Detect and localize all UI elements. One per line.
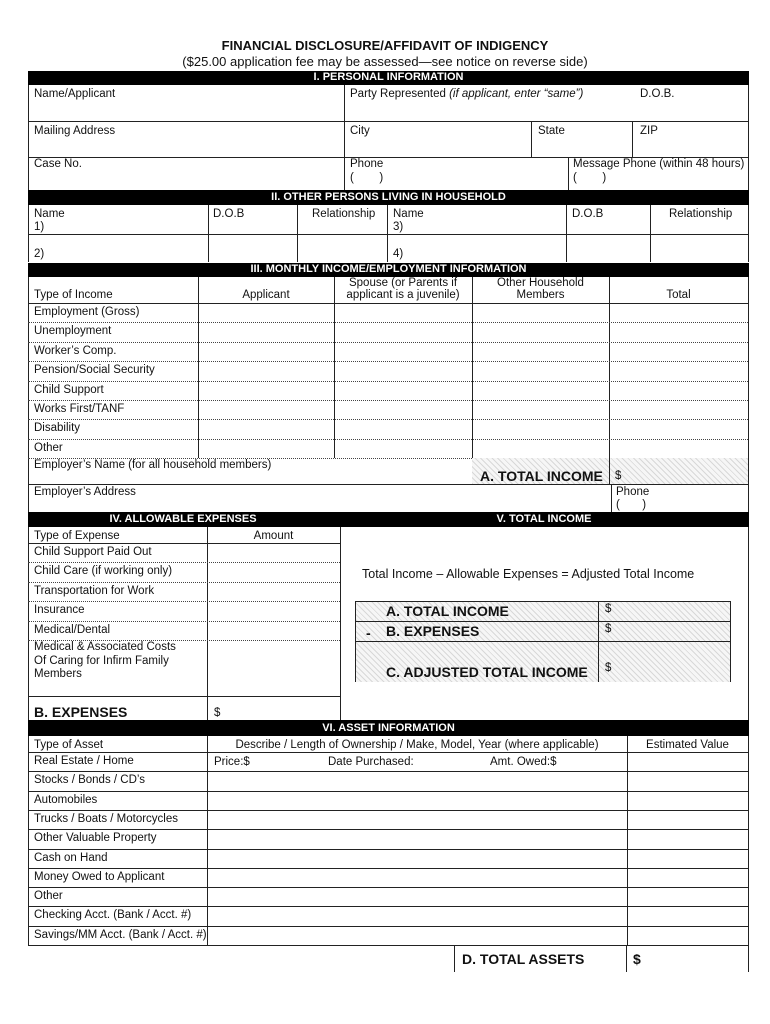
household-person-4[interactable]: 4) [393,248,404,260]
expense-row-divider [28,621,340,622]
income-col-applicant: Applicant [242,289,290,301]
income-col-spouse: Spouse (or Parents if applicant is a juvenile) [346,277,460,301]
applicant-dob-field[interactable]: D.O.B. [640,88,675,100]
total-assets-d-label: D. TOTAL ASSETS [462,951,585,967]
expense-row-divider [28,562,340,563]
message-phone-field[interactable]: Message Phone (within 48 hours) [573,158,745,170]
expense-row-label[interactable]: Child Care (if working only) [34,565,173,578]
name-applicant-field[interactable]: Name/Applicant [34,88,116,100]
form-title: FINANCIAL DISCLOSURE/AFFIDAVIT OF INDIGENCY [221,38,549,53]
real-estate-price[interactable]: Price:$ [214,756,250,768]
expense-row-label[interactable]: Transportation for Work [34,584,155,597]
summary-c-dollar[interactable]: $ [605,662,612,674]
asset-row-label[interactable]: Other [34,890,63,903]
total-income-a-dollar[interactable]: $ [615,470,622,482]
form-subtitle: ($25.00 application fee may be assessed—see notice on reverse side) [182,54,588,69]
household-name-header-right: Name [393,208,424,220]
income-row-divider [28,419,748,420]
income-row-label[interactable]: Other [34,441,63,454]
summary-c-adjusted-total: C. ADJUSTED TOTAL INCOME [386,664,588,680]
income-row-divider [28,361,748,362]
asset-col-value: Estimated Value [646,739,729,751]
case-number-field[interactable]: Case No. [34,158,82,170]
expense-medical-associated[interactable]: Medical & Associated Costs Of Caring for Infirm Family Members [34,641,176,680]
asset-row-divider [28,849,748,850]
asset-row-divider [28,926,748,927]
asset-row-label[interactable]: Other Valuable Property [34,832,157,845]
income-col-other-members: Other Household Members [497,277,584,301]
household-dob-header-right: D.O.B [572,208,604,220]
asset-row-label[interactable]: Cash on Hand [34,851,108,864]
asset-row-divider [28,791,748,792]
section-expenses-heading: IV. ALLOWABLE EXPENSES [109,513,257,525]
adjusted-income-formula: Total Income – Allowable Expenses = Adjusted Total Income [362,567,695,581]
expenses-b-dollar[interactable]: $ [214,707,221,719]
section-household-heading: II. OTHER PERSONS LIVING IN HOUSEHOLD [28,190,749,205]
income-row-label[interactable]: Employment (Gross) [34,306,140,318]
zip-field[interactable]: ZIP [640,125,658,137]
asset-col-type: Type of Asset [34,739,104,751]
income-row-label[interactable]: Unemployment [34,325,112,338]
asset-row-label[interactable]: Savings/MM Acct. (Bank / Acct. #) [34,928,207,941]
real-estate-date-purchased[interactable]: Date Purchased: [328,756,414,768]
city-field[interactable]: City [350,125,370,137]
employer-address-field[interactable]: Employer’s Address [34,486,136,498]
income-row-divider [28,381,748,382]
household-dob-header-left: D.O.B [213,208,245,220]
income-row-divider [28,439,748,440]
household-person-1[interactable]: 1) [34,221,45,233]
summary-a-dollar[interactable]: $ [605,603,612,615]
income-row-divider [28,342,748,343]
asset-col-describe: Describe / Length of Ownership / Make, Model, Year (where applicable) [235,739,599,751]
expense-row-label[interactable]: Medical/Dental [34,623,111,636]
asset-row-divider [28,771,748,772]
income-col-type: Type of Income [34,289,113,301]
section-assets-heading: VI. ASSET INFORMATION [28,720,749,736]
household-person-3[interactable]: 3) [393,221,404,233]
income-col-total: Total [666,289,691,301]
phone-area-code: ( ) [350,172,384,184]
income-row-label[interactable]: Disability [34,422,81,435]
section-personal-heading: I. PERSONAL INFORMATION [28,71,749,85]
income-row-label[interactable]: Works First/TANF [34,403,125,415]
expense-row-label[interactable]: Insurance [34,604,85,617]
income-row-divider [28,322,748,323]
section-total-income-heading: V. TOTAL INCOME [496,513,592,525]
expense-row-divider [28,601,340,602]
expense-row-label[interactable]: Child Support Paid Out [34,546,152,558]
phone-field[interactable]: Phone [350,158,384,170]
message-phone-area-code: ( ) [573,172,607,184]
asset-row-label[interactable]: Trucks / Boats / Motorcycles [34,812,178,825]
asset-row-label[interactable]: Automobiles [34,793,98,806]
party-represented-field[interactable] [350,88,583,100]
asset-row-divider [28,810,748,811]
asset-row-label[interactable]: Money Owed to Applicant [34,870,165,883]
summary-a-total-income: A. TOTAL INCOME [386,603,509,619]
asset-row-label[interactable]: Checking Acct. (Bank / Acct. #) [34,909,192,922]
summary-b-expenses: B. EXPENSES [386,623,480,639]
expense-row-divider [28,582,340,583]
income-row-label[interactable]: Pension/Social Security [34,364,155,377]
employer-name-field[interactable]: Employer’s Name (for all household members) [34,459,272,471]
income-row-label[interactable]: Worker’s Comp. [34,344,117,357]
household-person-2[interactable]: 2) [34,248,45,260]
asset-row-label[interactable]: Real Estate / Home [34,755,134,767]
household-relationship-header-left: Relationship [312,208,376,220]
expenses-b-label: B. EXPENSES [34,704,128,720]
summary-b-dollar[interactable]: $ [605,623,612,635]
employer-phone-area-code: ( ) [616,499,647,511]
summary-minus-sign: - [366,625,371,641]
section-income-heading: III. MONTHLY INCOME/EMPLOYMENT INFORMATION [28,263,749,277]
total-income-a-label: A. TOTAL INCOME [480,468,603,484]
asset-row-divider [28,906,748,907]
asset-row-divider [28,887,748,888]
party-represented-hint: (if applicant, enter “same”) [449,88,584,100]
asset-row-label[interactable]: Stocks / Bonds / CD’s [34,774,145,787]
income-row-divider [28,400,748,401]
income-row-label[interactable]: Child Support [34,383,104,396]
real-estate-amount-owed[interactable]: Amt. Owed:$ [490,756,557,768]
household-relationship-header-right: Relationship [669,208,733,220]
asset-row-divider [28,868,748,869]
total-assets-d-dollar[interactable]: $ [633,951,641,967]
asset-row-divider [28,829,748,830]
household-name-header-left: Name [34,208,65,220]
expense-col-amount: Amount [253,530,294,542]
expense-col-type: Type of Expense [34,530,120,542]
employer-phone-field[interactable]: Phone [616,486,650,498]
mailing-address-field[interactable]: Mailing Address [34,125,116,137]
state-field[interactable]: State [538,125,565,137]
party-represented-label: Party Represented [350,88,446,100]
